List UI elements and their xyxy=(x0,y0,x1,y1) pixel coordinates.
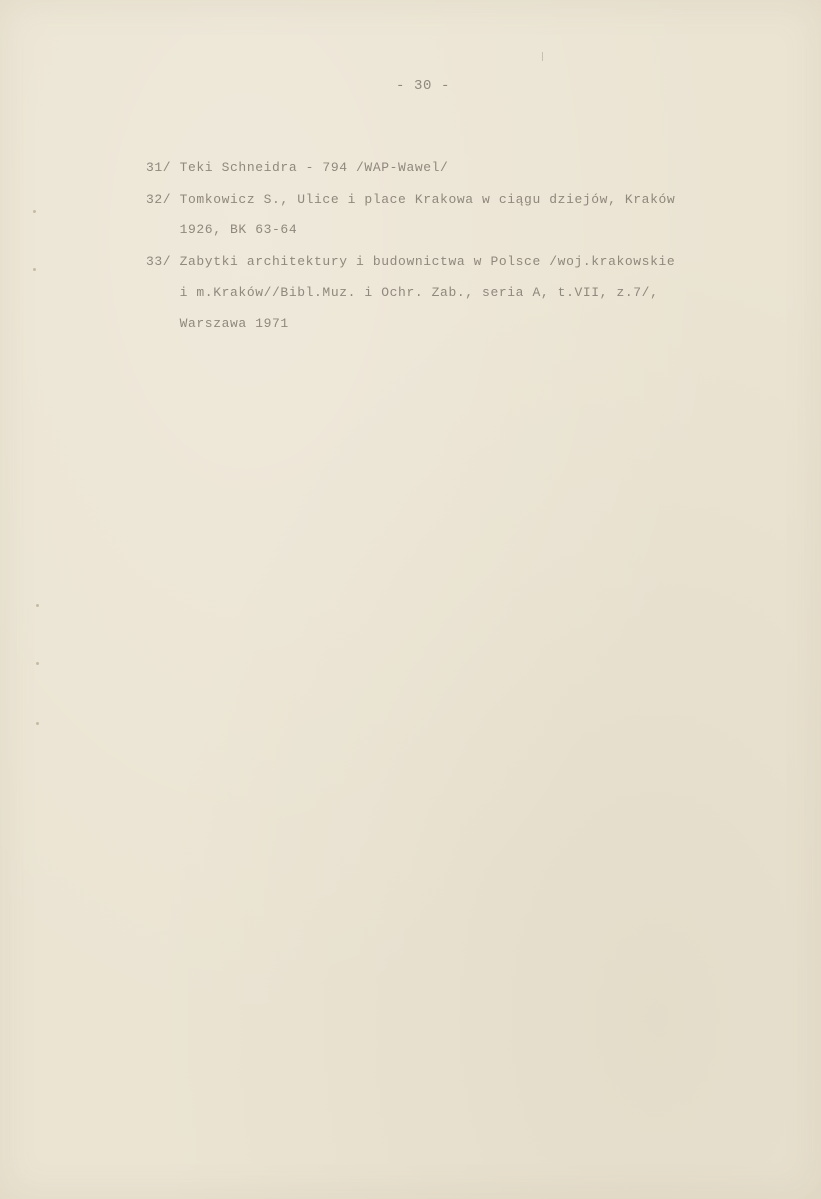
punch-mark xyxy=(36,722,39,725)
page-number: - 30 - xyxy=(396,78,451,94)
reference-31: 31/ Teki Schneidra - 794 /WAP-Wawel/ xyxy=(146,160,449,175)
punch-mark xyxy=(36,662,39,665)
reference-33-continuation-2: Warszawa 1971 xyxy=(146,316,289,331)
punch-mark xyxy=(33,268,36,271)
reference-32: 32/ Tomkowicz S., Ulice i place Krakowa w ciągu dziejów, Kraków xyxy=(146,192,676,207)
reference-32-continuation: 1926, BK 63-64 xyxy=(146,222,298,237)
punch-mark xyxy=(33,210,36,213)
punch-mark xyxy=(36,604,39,607)
reference-33: 33/ Zabytki architektury i budownictwa w Polsce /woj.krakowskie xyxy=(146,254,676,269)
paper-speck xyxy=(542,52,543,61)
reference-33-continuation: i m.Kraków//Bibl.Muz. i Ochr. Zab., seria A, t.VII, z.7/, xyxy=(146,285,659,300)
